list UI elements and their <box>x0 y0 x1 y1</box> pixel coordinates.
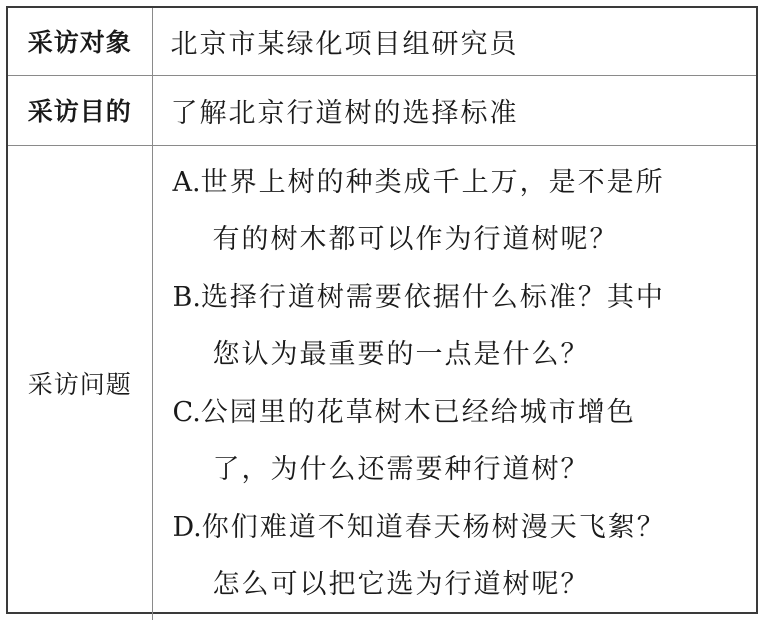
question-a-text1: 世界上树的种类成千上万，是不是所 <box>200 166 665 198</box>
question-c <box>173 384 743 499</box>
questions-label: 采访问题 <box>8 145 152 620</box>
questions-list <box>152 145 756 620</box>
row-interviewee <box>8 8 756 75</box>
question-a-line1 <box>173 154 743 211</box>
question-c-line1 <box>173 384 743 441</box>
question-a <box>173 154 743 269</box>
question-d-text1: 你们难道不知道春天杨树漫天飞絮？ <box>201 511 666 543</box>
question-d-line2: 怎么可以把它选为行道树呢？ <box>212 568 590 600</box>
question-c-line2: 了，为什么还需要种行道树？ <box>212 453 590 485</box>
question-d-line1 <box>173 499 743 556</box>
purpose-value: 了解北京行道树的选择标准 <box>152 75 756 145</box>
purpose-label: 采访目的 <box>8 75 152 145</box>
row-questions <box>8 145 756 620</box>
question-c-letter: C. <box>172 396 201 428</box>
question-b-line2: 您认为最重要的一点是什么？ <box>212 338 590 370</box>
interviewee-value: 北京市某绿化项目组研究员 <box>152 8 756 75</box>
question-d-letter: D. <box>172 511 202 543</box>
question-d <box>173 499 743 614</box>
question-a-line2: 有的树木都可以作为行道树呢？ <box>212 223 619 255</box>
question-c-text1: 公园里的花草树木已经给城市增色 <box>200 396 636 428</box>
question-b-text1: 选择行道树需要依据什么标准？其中 <box>200 281 665 313</box>
question-b-letter: B. <box>172 281 201 313</box>
question-a-letter: A. <box>172 166 201 198</box>
interview-table <box>8 8 756 620</box>
interview-table-frame <box>6 6 758 614</box>
question-b <box>173 269 743 384</box>
interviewee-label: 采访对象 <box>8 8 152 75</box>
row-purpose <box>8 75 756 145</box>
question-b-line1 <box>173 269 743 326</box>
